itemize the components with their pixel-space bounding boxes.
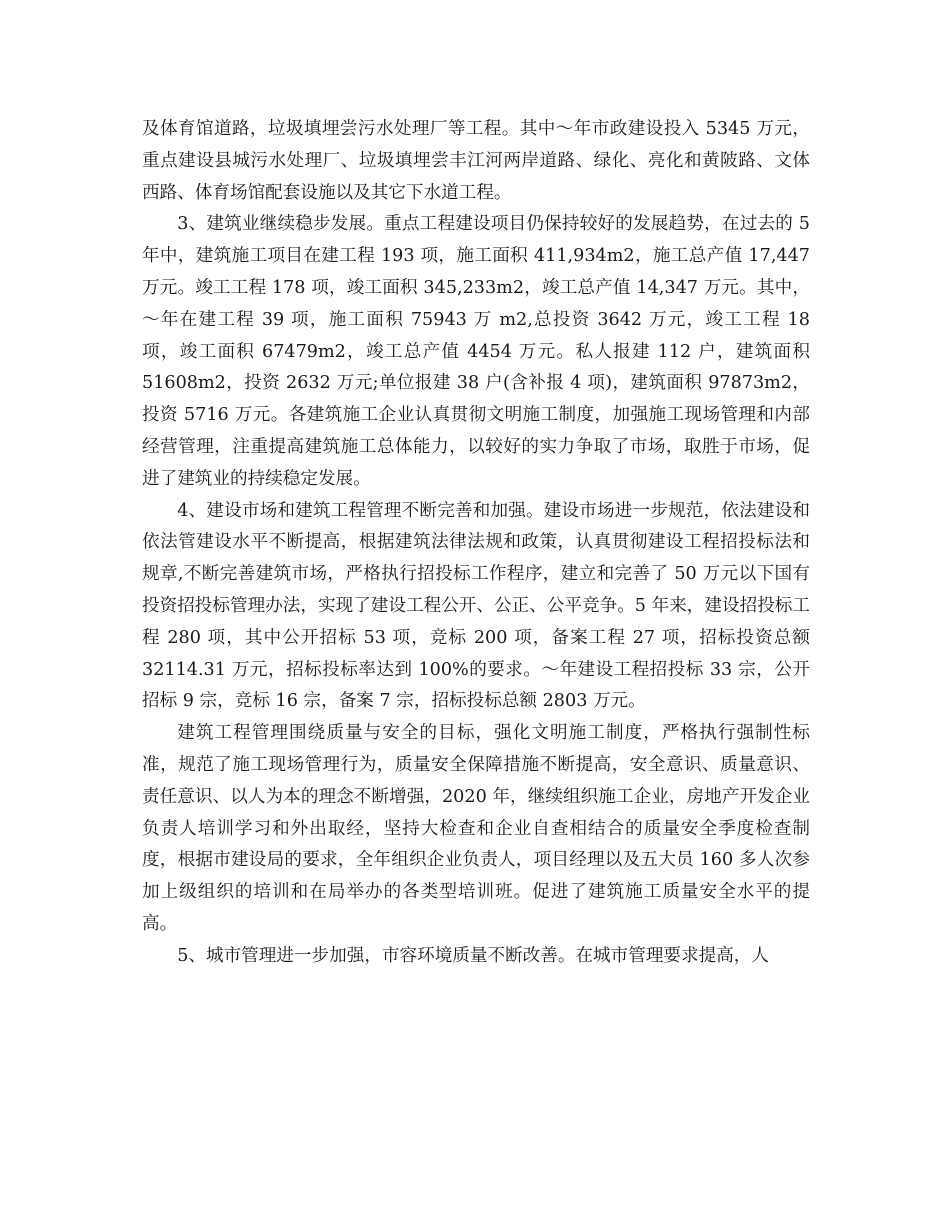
paragraph-construction-market: 4、建设市场和建筑工程管理不断完善和加强。建设市场进一步规范，依法建设和依法管建设水平不断提高，根据建筑法律法规和政策，认真贯彻建设工程招投标法和规章,不断完善建筑市场，严格执行招投标工作程序，建立和完善了 50 万元以下国有投资招投标管理办法，实现了建设工程公开、公正、公平竞争。5 年来，建设招投标工程 280 项，其中公开招标 53 项，竞标 200 项，备案工程 27 项，招标投资总额 32114.31 万元，招标投标率达到 100%的要求。～年建设工程招投标 33 宗，公开招标 9 宗，竞标 16 宗，备案 7 宗，招标投标总额 2803 万元。 <box>142 500 810 712</box>
paragraph-city-management: 5、城市管理进一步加强，市容环境质量不断改善。在城市管理要求提高，人 <box>177 945 769 966</box>
paragraph-quality-safety: 建筑工程管理围绕质量与安全的目标，强化文明施工制度，严格执行强制性标准，规范了施工现场管理行为，质量安全保障措施不断提高，安全意识、质量意识、责任意识、以人为本的理念不断增强，2020 年，继续组织施工企业，房地产开发企业负责人培训学习和外出取经，坚持大检查和企业自查相结合的质量安全季度检查制度，根据市建设局的要求，全年组织企业负责人，项目经理以及五大员 160 多人次参加上级组织的培训和在局举办的各类型培训班。促进了建筑施工质量安全水平的提高。 <box>142 723 810 934</box>
paragraph-construction-industry: 3、建筑业继续稳步发展。重点工程建设项目仍保持较好的发展趋势，在过去的 5 年中，建筑施工项目在建工程 193 项，施工面积 411,934m2，施工总产值 17,447 万元。竣工工程 178 项，竣工面积 345,233m2，竣工总产值 14,347 万元。其中，～年在建工程 39 项，施工面积 75943 万 m2,总投资 3642 万元，竣工工程 18 项，竣工面积 67479m2，竣工总产值 4454 万元。私人报建 112 户，建筑面积 51608m2，投资 2632 万元;单位报建 38 户(含补报 4 项)，建筑面积 97873m2，投资 5716 万元。各建筑施工企业认真贯彻文明施工制度，加强施工现场管理和内部经营管理，注重提高建筑施工总体能力，以较好的实力争取了市场，取胜于市场，促进了建筑业的持续稳定发展。 <box>142 214 810 489</box>
document-body <box>142 114 810 973</box>
paragraph-continued: 及体育馆道路，垃圾填埋尝污水处理厂等工程。其中～年市政建设投入 5345 万元，重点建设县城污水处理厂、垃圾填埋尝丰江河两岸道路、绿化、亮化和黄陂路、文体西路、体育场馆配套设施以及其它下水道工程。 <box>142 119 810 203</box>
